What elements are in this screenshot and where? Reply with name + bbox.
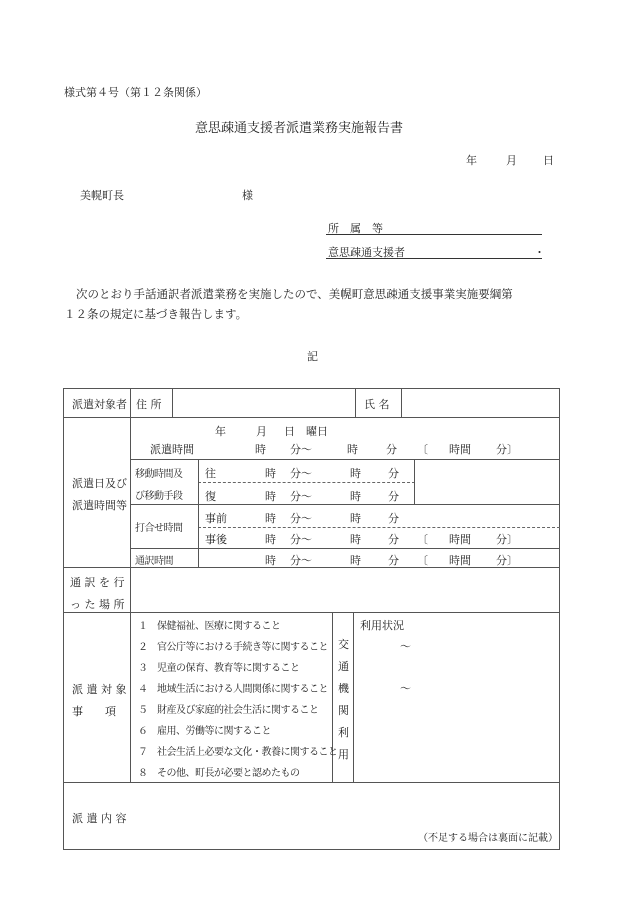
return-ji: 時 <box>265 490 276 503</box>
transport-char-3: 機 <box>338 682 349 695</box>
interpret-fun: 分 <box>388 554 399 567</box>
transport-char-4: 関 <box>338 704 349 717</box>
return-fun-kara: 分～ <box>290 490 312 503</box>
before-ji: 時 <box>265 512 276 525</box>
item-3: ３ 児童の保育、教育等に関すること <box>138 663 300 674</box>
before-fun-kara: 分～ <box>290 512 312 525</box>
dispatch-fun: 分 <box>386 443 397 456</box>
items-label-1: 派 遣 対 象 <box>72 683 127 696</box>
name-label: 氏 名 <box>364 398 390 411</box>
affiliation-label: 所 属 等 <box>328 222 383 235</box>
affiliation-line <box>326 234 542 235</box>
body-text-line1: 次のとおり手話通訳者派遣業務を実施したので、美幌町意思疎通支援事業実施要綱第 <box>76 287 513 301</box>
form-number: 様式第４号（第１２条関係） <box>64 86 207 99</box>
after-bracket: 〔 <box>417 533 428 546</box>
after-fun-kara: 分～ <box>290 533 312 546</box>
usage-tilde-1: ～ <box>400 640 411 653</box>
return-label: 復 <box>205 490 216 503</box>
dispatch-fun-close: 分〕 <box>496 443 518 456</box>
datetime-label-1: 派遣日及び <box>72 477 127 490</box>
date-row-month: 月 <box>256 425 267 438</box>
usage-tilde-2: ～ <box>400 682 411 695</box>
interpret-jikan: 時間 <box>449 554 471 567</box>
address-label: 住 所 <box>136 398 162 411</box>
item-1: １ 保健福祉、医療に関すること <box>138 621 281 632</box>
item-2: ２ 官公庁等における手続き等に関すること <box>138 642 328 653</box>
date-row-year: 年 <box>215 425 226 438</box>
meeting-label: 打合せ時間 <box>135 523 183 534</box>
ki-mark: 記 <box>307 350 318 363</box>
target-label: 派遣対象者 <box>72 398 127 411</box>
addressee-name: 美幌町長 <box>80 189 124 202</box>
outbound-ji: 時 <box>265 467 276 480</box>
outbound-ji-2: 時 <box>350 467 361 480</box>
outbound-fun-kara: 分～ <box>290 467 312 480</box>
transport-char-5: 利 <box>338 726 349 739</box>
return-ji-2: 時 <box>350 490 361 503</box>
move-label-2: び移動手段 <box>135 491 183 502</box>
seal-mark: ・ <box>534 246 545 259</box>
interpret-label: 通訳時間 <box>135 556 173 567</box>
after-label: 事後 <box>205 533 227 546</box>
date-row-weekday: 曜日 <box>306 425 328 438</box>
items-label-2: 事 項 <box>72 705 116 718</box>
after-jikan: 時間 <box>449 533 471 546</box>
dispatch-jikan: 時間 <box>449 443 471 456</box>
return-fun: 分 <box>388 490 399 503</box>
interpret-fun-kara: 分～ <box>290 554 312 567</box>
addressee-honorific: 様 <box>242 189 253 202</box>
before-fun: 分 <box>388 512 399 525</box>
after-ji: 時 <box>265 533 276 546</box>
place-label-1: 通 訳 を 行 <box>70 576 125 589</box>
transport-char-2: 通 <box>338 660 349 673</box>
datetime-label-2: 派遣時間等 <box>72 499 127 512</box>
body-text-line2: １２条の規定に基づき報告します。 <box>64 307 248 321</box>
item-6: ６ 雇用、労働等に関すること <box>138 726 271 737</box>
outbound-fun: 分 <box>388 467 399 480</box>
date-month: 月 <box>506 154 517 167</box>
interpret-bracket: 〔 <box>417 554 428 567</box>
after-fun: 分 <box>388 533 399 546</box>
date-day: 日 <box>543 154 554 167</box>
usage-label: 利用状況 <box>360 619 404 632</box>
content-label: 派 遣 内 容 <box>72 812 127 825</box>
dispatch-bracket: 〔 <box>417 443 428 456</box>
interpret-fun-close: 分〕 <box>496 554 518 567</box>
supporter-line <box>326 258 542 259</box>
interpret-ji-2: 時 <box>350 554 361 567</box>
item-7: ７ 社会生活上必要な文化・教養に関すること <box>138 747 338 758</box>
outbound-label: 往 <box>205 467 216 480</box>
interpret-ji: 時 <box>265 554 276 567</box>
date-year: 年 <box>466 154 477 167</box>
before-label: 事前 <box>205 512 227 525</box>
item-4: ４ 地域生活における人間関係に関すること <box>138 684 328 695</box>
place-label-2: っ た 場 所 <box>70 598 125 611</box>
overflow-note: （不足する場合は裏面に記載） <box>418 833 558 844</box>
move-label-1: 移動時間及 <box>135 469 183 480</box>
dispatch-ji: 時 <box>255 443 266 456</box>
after-ji-2: 時 <box>350 533 361 546</box>
supporter-label: 意思疎通支援者 <box>328 246 405 259</box>
after-fun-close: 分〕 <box>496 533 518 546</box>
transport-char-6: 用 <box>338 748 349 761</box>
before-ji-2: 時 <box>350 512 361 525</box>
transport-char-1: 交 <box>338 638 349 651</box>
dispatch-time-label: 派遣時間 <box>150 443 194 456</box>
page-title: 意思疎通支援者派遣業務実施報告書 <box>195 121 404 136</box>
item-5: ５ 財産及び家庭的社会生活に関すること <box>138 705 319 716</box>
dispatch-ji-2: 時 <box>347 443 358 456</box>
date-row-day: 日 <box>284 425 295 438</box>
dispatch-fun-kara: 分～ <box>290 443 312 456</box>
item-8: ８ その他、町長が必要と認めたもの <box>138 768 300 779</box>
